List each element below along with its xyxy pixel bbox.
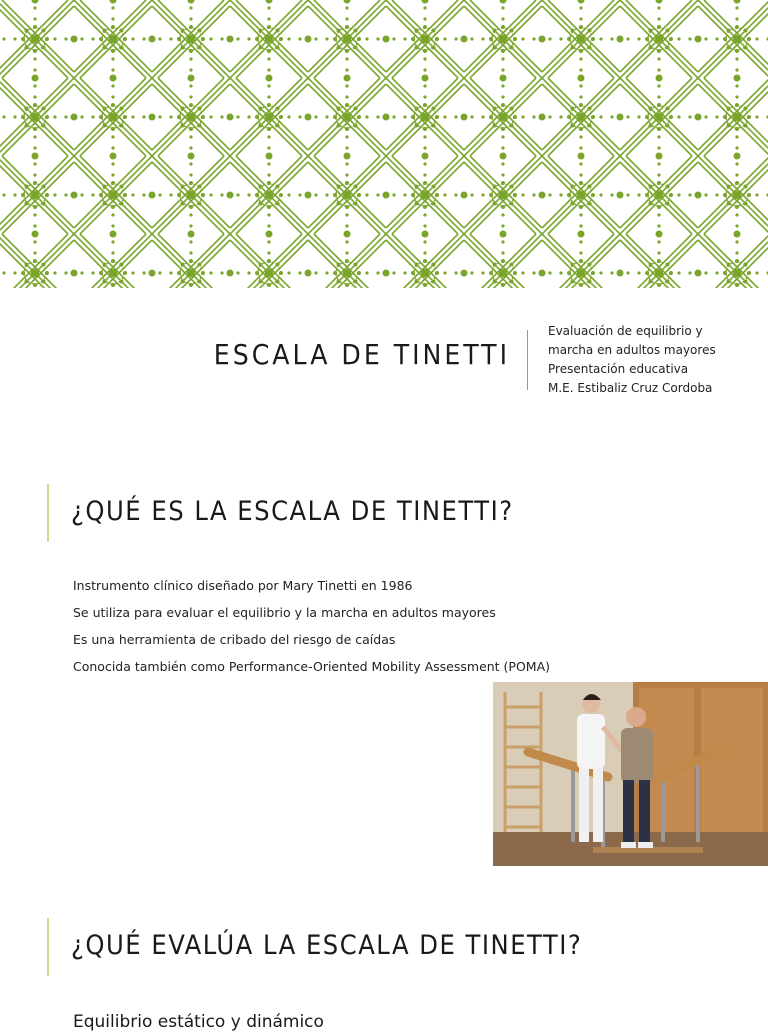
list-item: Instrumento clínico diseñado por Mary Tinetti en 1986	[73, 578, 413, 593]
rehab-photo	[493, 682, 768, 866]
title-slide	[0, 288, 768, 438]
list-item: Se utiliza para evaluar el equilibrio y la marcha en adultos mayores	[73, 605, 496, 620]
list-item: Equilibrio estático y dinámico	[73, 1012, 324, 1032]
subtitle-line: marcha en adultos mayores	[548, 343, 716, 357]
subtitle-line: Evaluación de equilibrio y	[548, 324, 703, 338]
title-divider	[527, 330, 528, 390]
subtitle-author: M.E. Estibaliz Cruz Cordoba	[548, 381, 713, 395]
section-accent-bar	[47, 918, 49, 976]
subtitle-line: Presentación educativa	[548, 362, 689, 376]
presentation-subtitle	[548, 322, 716, 398]
list-item: Es una herramienta de cribado del riesgo de caídas	[73, 632, 396, 647]
section-title: ¿QUÉ ES LA ESCALA DE TINETTI?	[71, 496, 514, 527]
decorative-pattern-banner	[0, 0, 768, 288]
bullet-list	[73, 577, 550, 685]
section-title: ¿QUÉ EVALÚA LA ESCALA DE TINETTI?	[71, 930, 583, 961]
list-item: Conocida también como Performance-Oriented Mobility Assessment (POMA)	[73, 659, 551, 674]
section-what-evaluates	[0, 918, 768, 1032]
presentation-title: ESCALA DE TINETTI	[213, 338, 510, 371]
section-accent-bar	[47, 484, 49, 542]
